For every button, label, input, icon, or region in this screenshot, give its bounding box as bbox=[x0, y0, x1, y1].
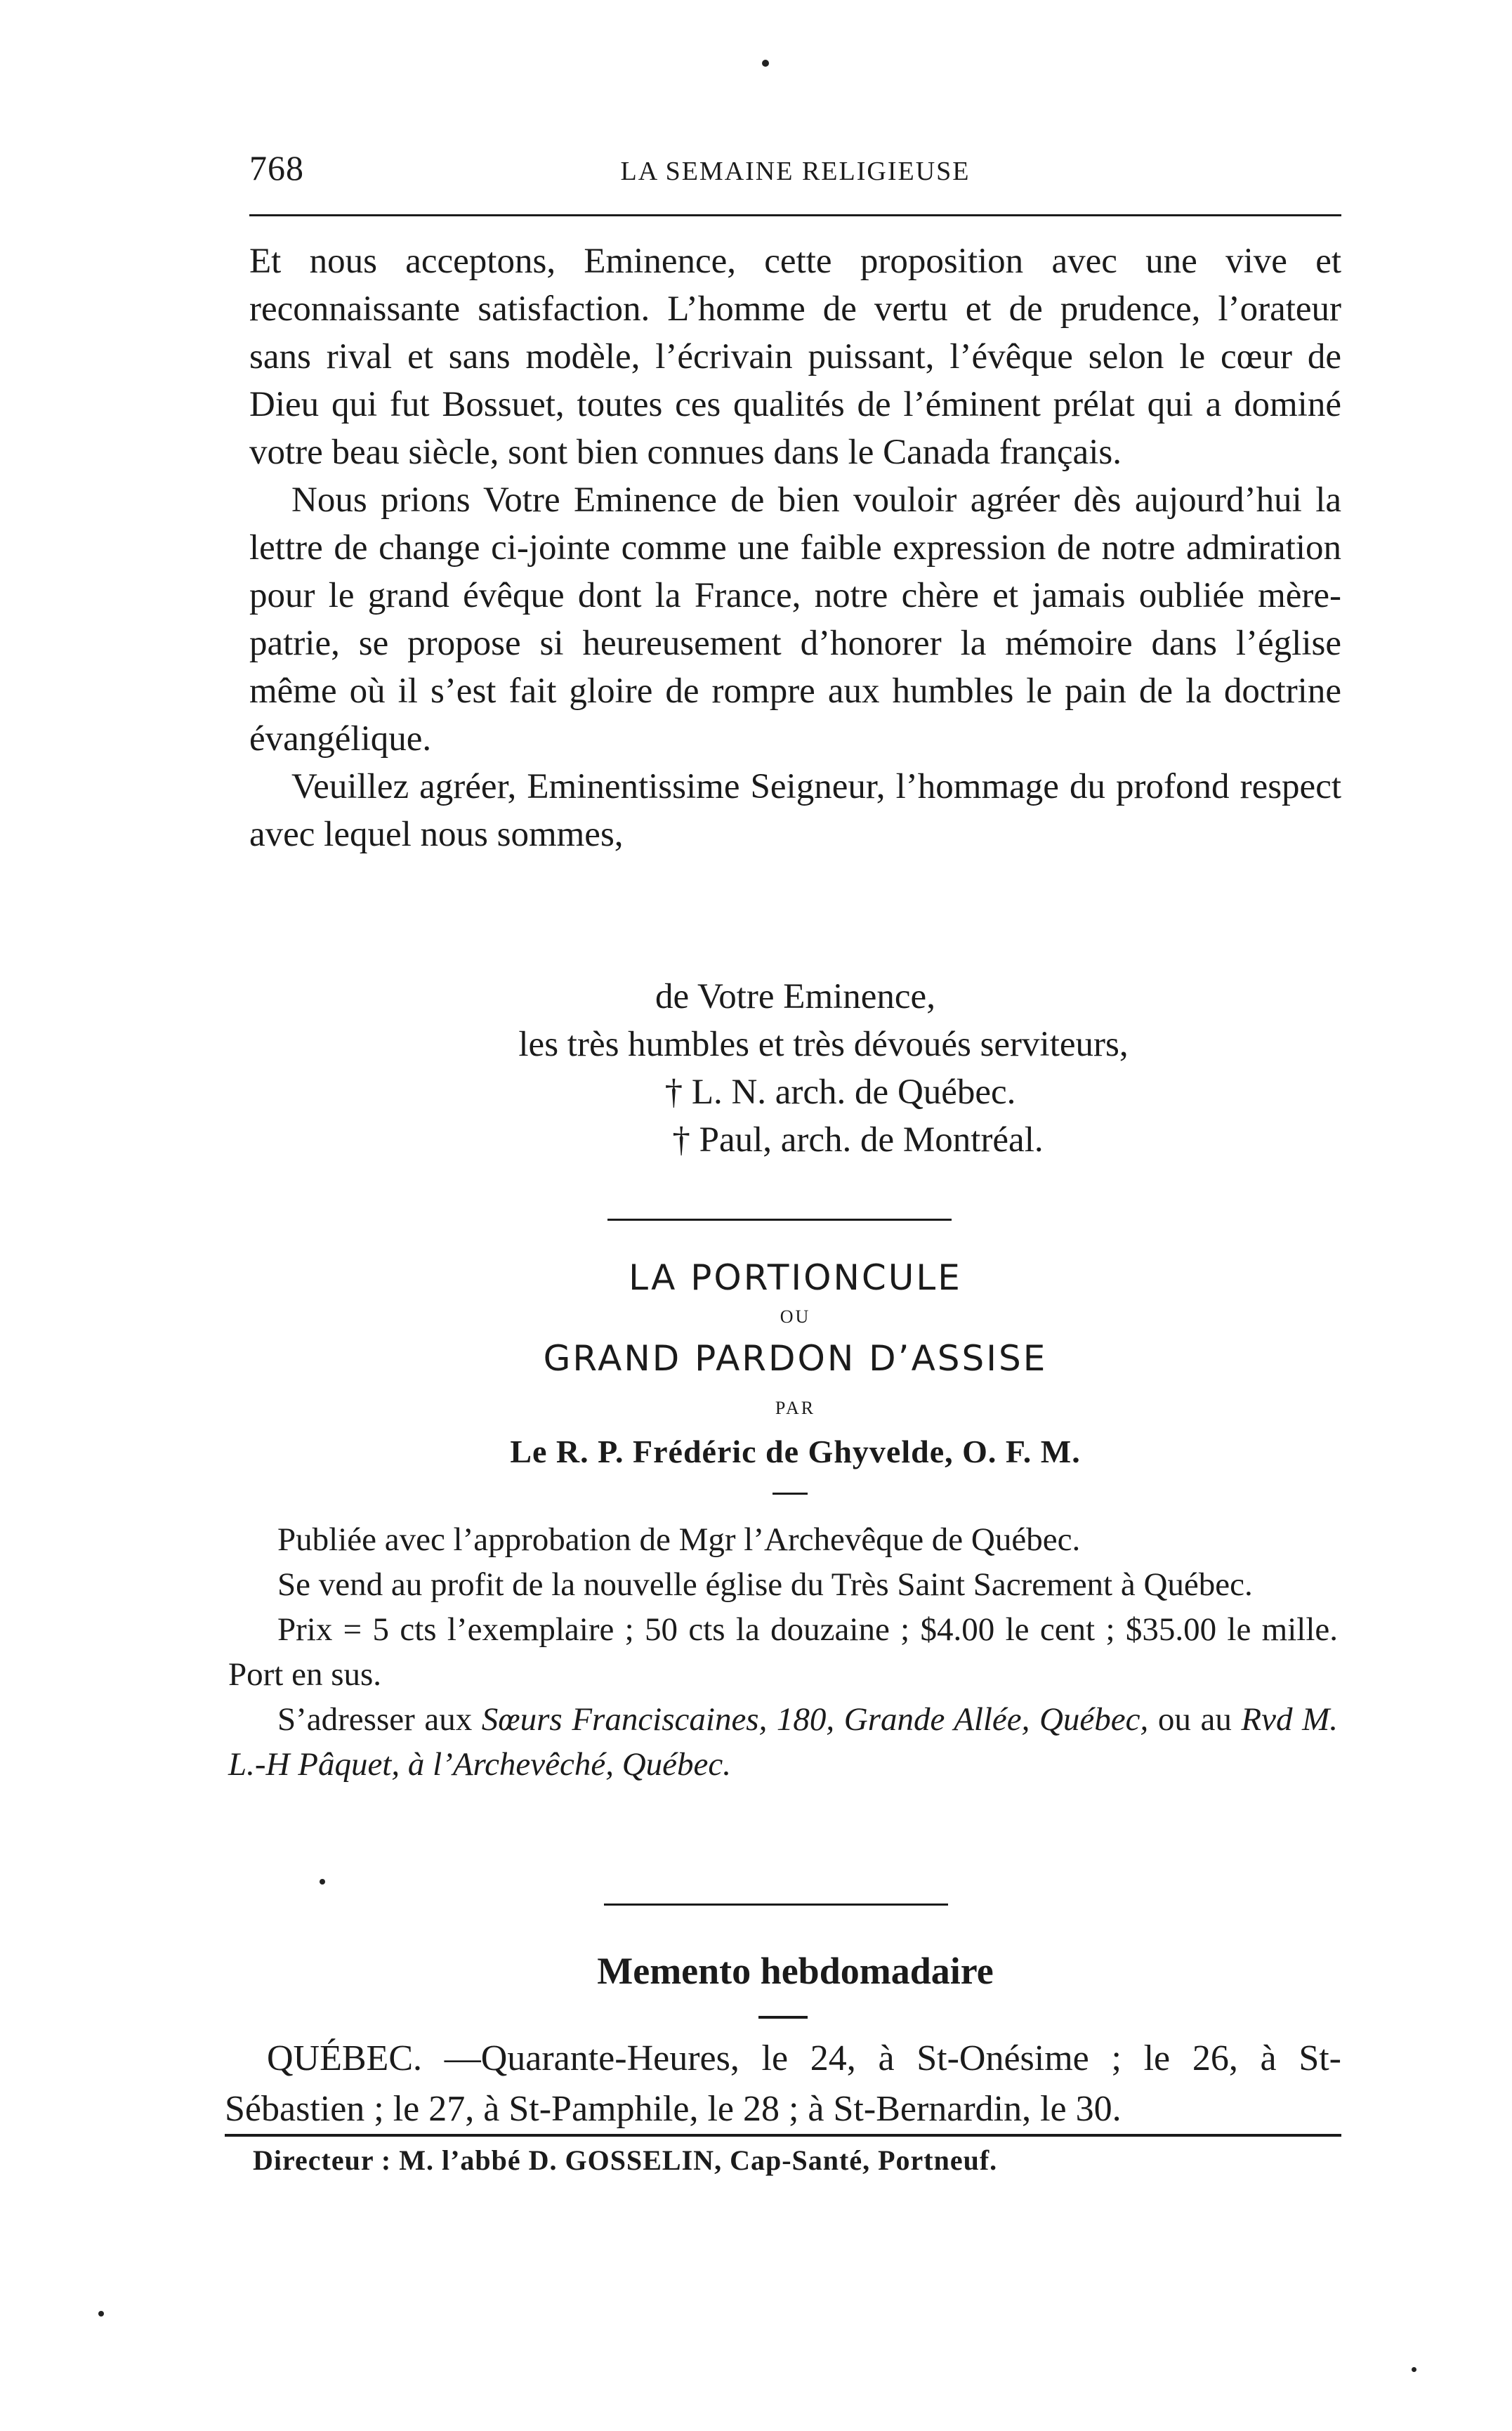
ink-speck bbox=[98, 2311, 104, 2317]
memento-title: Memento hebdomadaire bbox=[597, 1950, 994, 1992]
page-header bbox=[249, 148, 1341, 197]
notice-connector: OU bbox=[780, 1306, 811, 1327]
letter-paragraph-1: Et nous acceptons, Eminence, cette proposition avec une vive et reconnaissante satisfaction. L’homme de vertu et de prudence, l’orateur sans rival et sans modèle, l’écrivain puissant, l’évêque selon le cœur de Dieu qui fut Bossuet, toutes ces qualités de l’éminent prélat qui a dominé votre beau siècle, sont bien connues dans le Canada français. bbox=[249, 242, 1341, 472]
signature-montreal: † Paul, arch. de Montréal. bbox=[672, 1120, 1044, 1160]
author-dash bbox=[773, 1493, 808, 1495]
notice-sale: Se vend au profit de la nouvelle église du Très Saint Sacrement à Québec. bbox=[277, 1566, 1253, 1603]
notice-rule bbox=[604, 1903, 948, 1906]
footer-rule bbox=[225, 2134, 1341, 2137]
footer-director: Directeur : M. l’abbé D. GOSSELIN, Cap-Santé, Portneuf. bbox=[253, 2144, 998, 2176]
notice-price: Prix = 5 cts l’exemplaire ; 50 cts la douzaine ; $4.00 le cent ; $35.00 le mille. Port en sus. bbox=[228, 1611, 1338, 1693]
header-rule bbox=[249, 214, 1341, 216]
notice-subtitle: GRAND PARDON D’ASSISE bbox=[543, 1338, 1048, 1379]
ink-speck bbox=[762, 60, 769, 67]
notice-address bbox=[228, 1697, 1338, 1787]
notice-address-mid: ou au bbox=[1148, 1701, 1242, 1738]
letter-closing-2: les très humbles et très dévoués serviteurs, bbox=[518, 1025, 1129, 1064]
section-rule bbox=[607, 1219, 952, 1221]
running-title: LA SEMAINE RELIGIEUSE bbox=[620, 157, 971, 186]
memento-text bbox=[225, 2033, 1341, 2135]
letter-closing-1: de Votre Eminence, bbox=[655, 977, 935, 1016]
notice-address-prefix: S’adresser aux bbox=[277, 1701, 482, 1738]
notice-approbation: Publiée avec l’approbation de Mgr l’Archevêque de Québec. bbox=[277, 1521, 1081, 1558]
ink-speck bbox=[1412, 2367, 1416, 2372]
notice-details bbox=[228, 1517, 1338, 1787]
memento-dash bbox=[758, 2016, 808, 2019]
notice-title: LA PORTIONCULE bbox=[629, 1257, 962, 1298]
notice-author: Le R. P. Frédéric de Ghyvelde, O. F. M. bbox=[510, 1434, 1081, 1469]
letter-paragraph-2: Nous prions Votre Eminence de bien vouloir agréer dès aujourd’hui la lettre de change ci-jointe comme une faible expression de notre admiration pour le grand évêque dont la France, notre chère et jamais oubliée mère-patrie, se propose si heureusement d’honorer la mémoire dans l’église même où il s’est fait gloire de rompre aux humbles le pain de la doctrine évangélique. bbox=[249, 480, 1341, 759]
letter-paragraph-3: Veuillez agréer, Eminentissime Seigneur, l’hommage du profond respect avec lequel nous sommes, bbox=[249, 767, 1341, 854]
page-number: 768 bbox=[249, 148, 304, 188]
notice-address-archeveche: Rvd M. L.-H Pâquet, à l’Archevêché, Québec. bbox=[228, 1701, 1338, 1783]
ink-speck bbox=[320, 1879, 325, 1885]
memento-paragraph: QUÉBEC. —Quarante-Heures, le 24, à St-Onésime ; le 26, à St-Sébastien ; le 27, à St-Pamphile, le 28 ; à St-Bernardin, le 30. bbox=[225, 2038, 1341, 2129]
notice-by: PAR bbox=[775, 1398, 816, 1418]
notice-address-sisters: Sœurs Franciscaines, 180, Grande Allée, Québec, bbox=[481, 1701, 1149, 1738]
signature-quebec: † L. N. arch. de Québec. bbox=[664, 1073, 1016, 1112]
letter-body bbox=[249, 237, 1341, 858]
